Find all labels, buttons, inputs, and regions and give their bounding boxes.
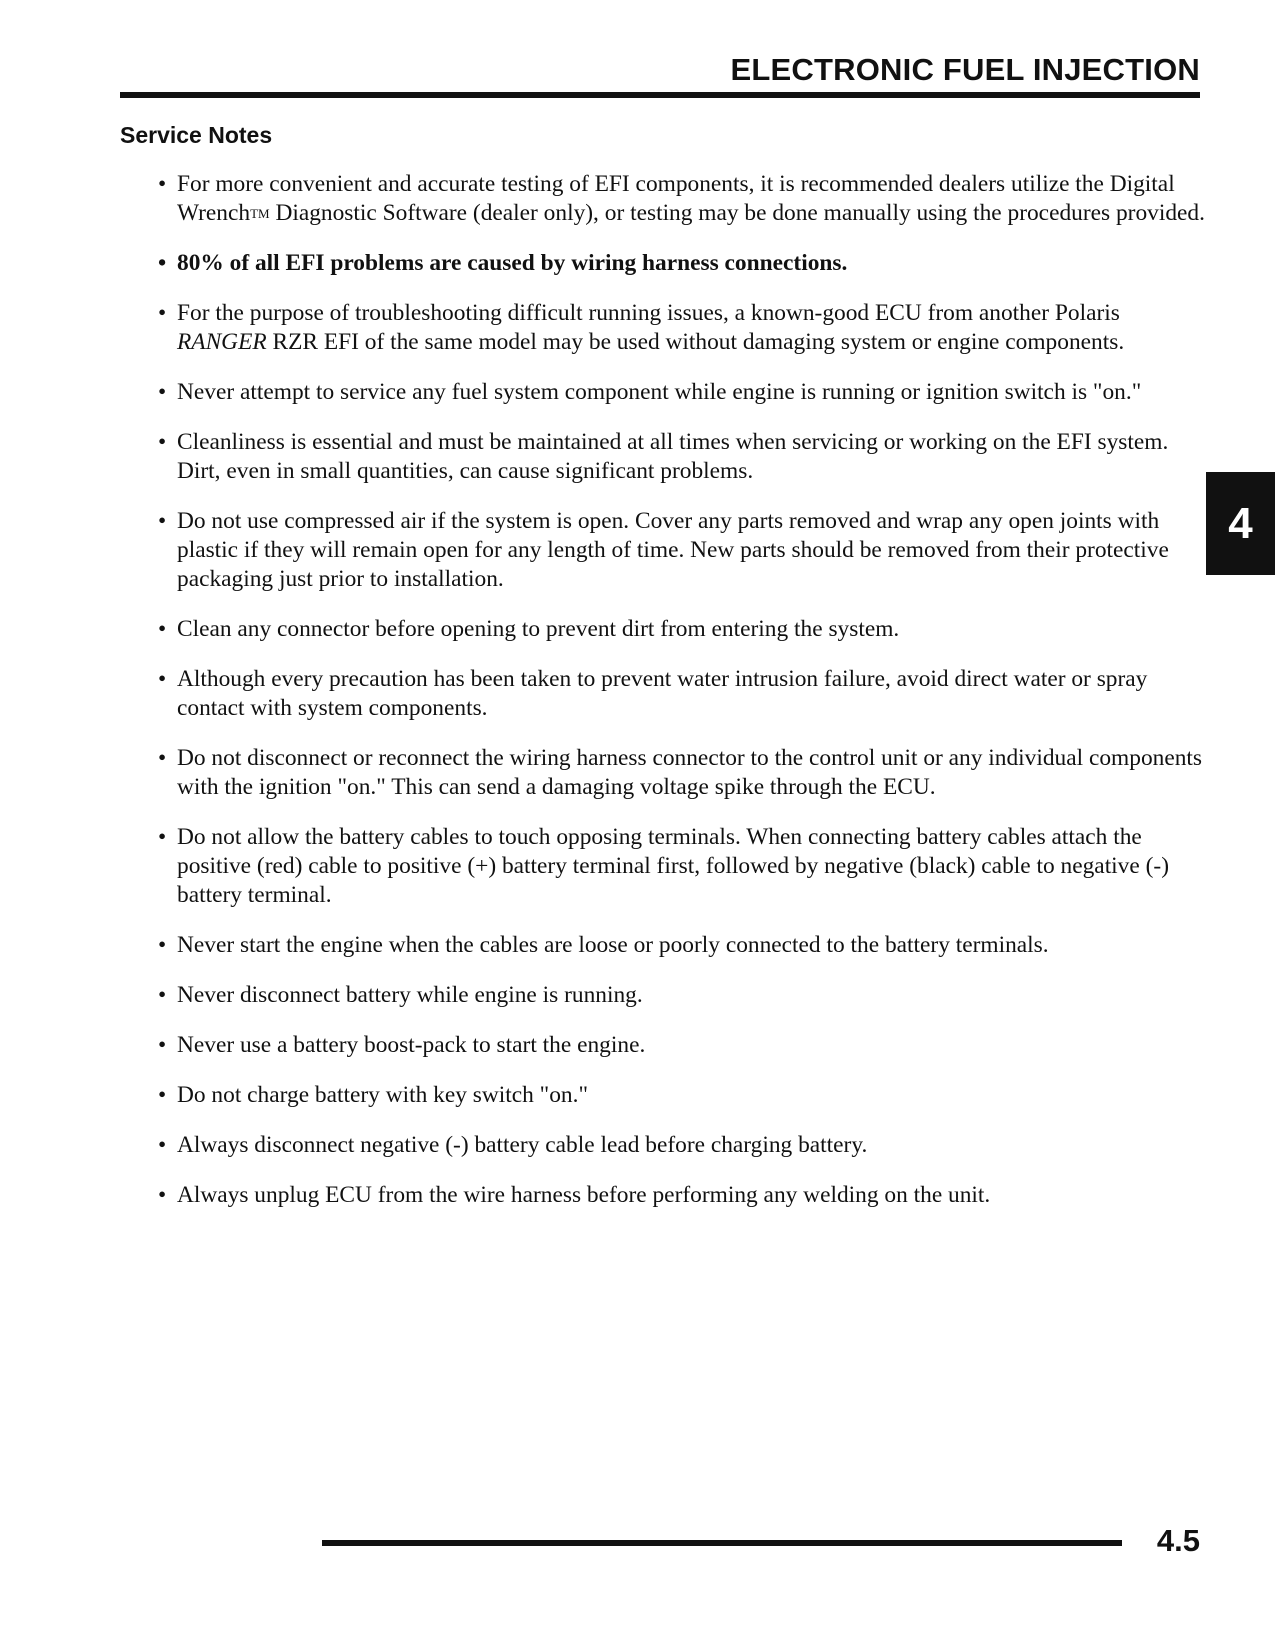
bullet: • bbox=[158, 824, 167, 850]
note-text: 80% of all EFI problems are caused by wiring harness connections. bbox=[177, 250, 848, 276]
bullet: • bbox=[158, 666, 167, 692]
list-item bbox=[158, 299, 1208, 357]
list-item bbox=[158, 823, 1208, 910]
list-item bbox=[158, 428, 1208, 486]
note-text: Always disconnect negative (-) battery cable lead before charging battery. bbox=[177, 1132, 868, 1158]
note-text: Do not use compressed air if the system is open. Cover any parts removed and wrap any open joints with plastic if they will remain open for any length of time. New parts should be removed from their protective packaging just prior to installation. bbox=[177, 508, 1169, 592]
trademark-mark: TM bbox=[250, 206, 270, 221]
bullet: • bbox=[158, 250, 167, 276]
list-item bbox=[158, 1081, 1208, 1110]
list-item bbox=[158, 507, 1208, 594]
header-rule bbox=[120, 92, 1200, 98]
note-text: For more convenient and accurate testing of EFI components, it is recommended dealers utilize the Digital Wrench bbox=[177, 171, 1175, 226]
bullet: • bbox=[158, 300, 167, 326]
bullet: • bbox=[158, 429, 167, 455]
bullet: • bbox=[158, 171, 167, 197]
section-heading: Service Notes bbox=[120, 122, 273, 148]
footer-rule bbox=[322, 1540, 1122, 1546]
note-text: Never attempt to service any fuel system component while engine is running or ignition switch is "on." bbox=[177, 379, 1142, 405]
bullet: • bbox=[158, 1082, 167, 1108]
bullet: • bbox=[158, 932, 167, 958]
list-item bbox=[158, 1131, 1208, 1160]
list-item bbox=[158, 1181, 1208, 1210]
list-item bbox=[158, 249, 1208, 278]
note-text: Never use a battery boost-pack to start the engine. bbox=[177, 1032, 646, 1058]
bullet: • bbox=[158, 616, 167, 642]
note-text: Never disconnect battery while engine is running. bbox=[177, 982, 643, 1008]
list-item bbox=[158, 931, 1208, 960]
model-name: RANGER bbox=[177, 329, 267, 355]
bullet: • bbox=[158, 1182, 167, 1208]
note-text: For the purpose of troubleshooting difficult running issues, a known-good ECU from another Polaris bbox=[177, 300, 1120, 326]
list-item bbox=[158, 1031, 1208, 1060]
list-item bbox=[158, 378, 1208, 407]
note-text: RZR EFI of the same model may be used without damaging system or engine components. bbox=[266, 329, 1125, 355]
list-item bbox=[158, 665, 1208, 723]
list-item bbox=[158, 981, 1208, 1010]
note-text: Never start the engine when the cables are loose or poorly connected to the battery terminals. bbox=[177, 932, 1049, 958]
note-text: Although every precaution has been taken to prevent water intrusion failure, avoid direct water or spray contact with system components. bbox=[177, 666, 1148, 721]
bullet: • bbox=[158, 745, 167, 771]
bullet: • bbox=[158, 379, 167, 405]
note-text: Clean any connector before opening to prevent dirt from entering the system. bbox=[177, 616, 900, 642]
bullet: • bbox=[158, 1132, 167, 1158]
chapter-tab-number: 4 bbox=[1228, 498, 1253, 548]
list-item bbox=[158, 744, 1208, 802]
note-text: Do not charge battery with key switch "on." bbox=[177, 1082, 589, 1108]
bullet: • bbox=[158, 1032, 167, 1058]
service-notes-list bbox=[158, 170, 1208, 1231]
note-text: Cleanliness is essential and must be maintained at all times when servicing or working on the EFI system. Dirt, even in small quantities, can cause significant problems. bbox=[177, 429, 1169, 484]
list-item bbox=[158, 615, 1208, 644]
note-text: Diagnostic Software (dealer only), or testing may be done manually using the procedures provided. bbox=[269, 200, 1205, 226]
bullet: • bbox=[158, 508, 167, 534]
note-text: Do not disconnect or reconnect the wiring harness connector to the control unit or any individual components with the ignition "on." This can send a damaging voltage spike through the ECU. bbox=[177, 745, 1203, 800]
page-number: 4.5 bbox=[1156, 1523, 1200, 1558]
note-text: Do not allow the battery cables to touch opposing terminals. When connecting battery cables attach the positive (red) cable to positive (+) battery terminal first, followed by negative (black) cable to negative (-) battery terminal. bbox=[177, 824, 1169, 908]
list-item bbox=[158, 170, 1208, 228]
bullet: • bbox=[158, 982, 167, 1008]
chapter-title: ELECTRONIC FUEL INJECTION bbox=[730, 52, 1200, 87]
note-text: Always unplug ECU from the wire harness before performing any welding on the unit. bbox=[177, 1182, 991, 1208]
chapter-tab bbox=[1206, 472, 1275, 575]
